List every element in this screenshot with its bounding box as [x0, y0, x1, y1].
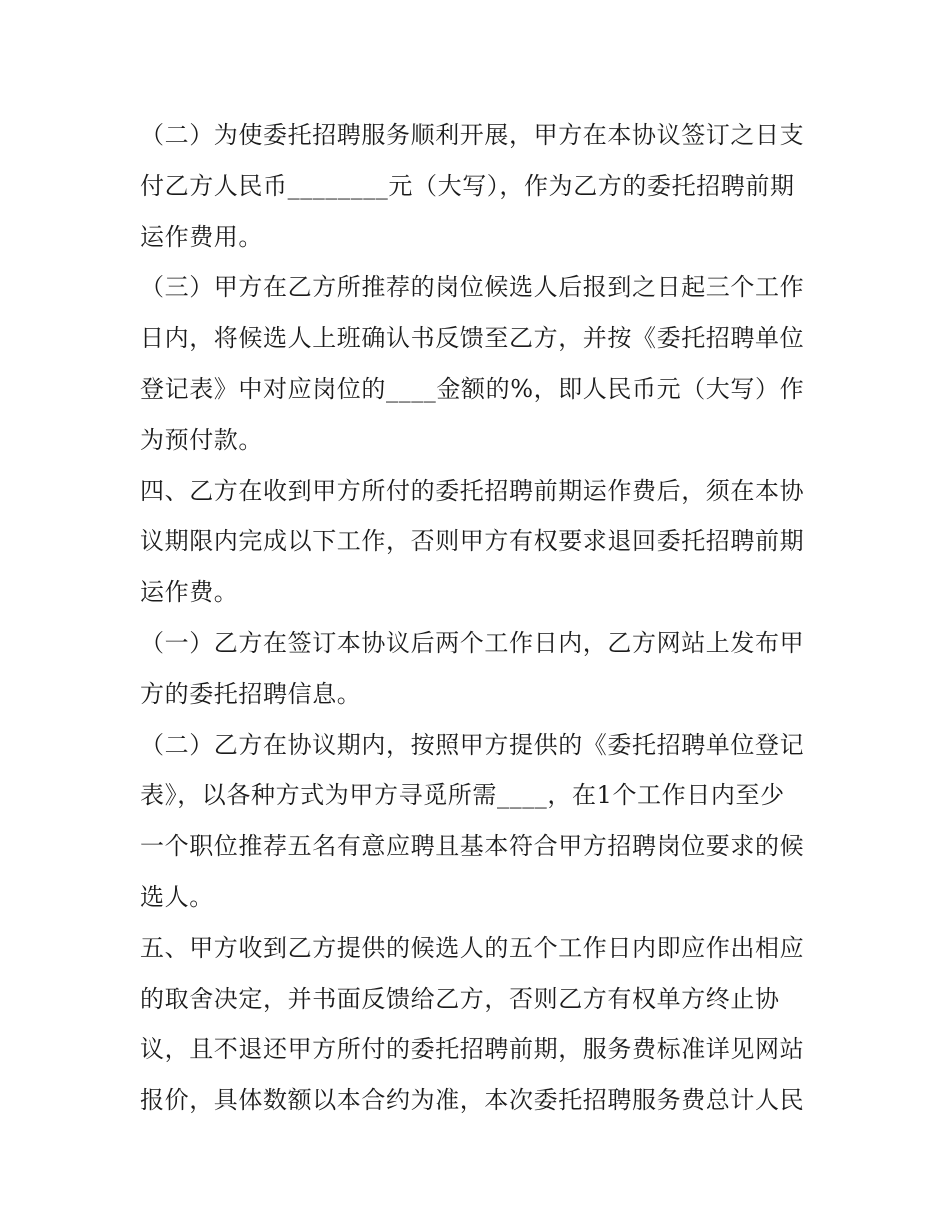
text-line: 的取舍决定，并书面反馈给乙方，否则乙方有权单方终止协	[140, 984, 780, 1013]
text-line: 选人。	[140, 882, 214, 911]
text-line: 表》，以各种方式为甲方寻觅所需____，在1个工作日内至少	[140, 781, 785, 810]
text-line: 方的委托招聘信息。	[140, 679, 362, 708]
text-line: （二）乙方在协议期内，按照甲方提供的《委托招聘单位登记	[140, 730, 805, 759]
text-line: 日内，将候选人上班确认书反馈至乙方，并按《委托招聘单位	[140, 324, 805, 353]
text-line: （三）甲方在乙方所推荐的岗位候选人后报到之日起三个工作	[140, 273, 805, 302]
text-line: 登记表》中对应岗位的____金额的%，即人民币元（大写）作	[140, 374, 805, 403]
text-line: 议，且不退还甲方所付的委托招聘前期，服务费标准详见网站	[140, 1035, 805, 1064]
document-body	[140, 110, 820, 1126]
text-line: 五、甲方收到乙方提供的候选人的五个工作日内即应作出相应	[140, 933, 805, 962]
text-line: 议期限内完成以下工作，否则甲方有权要求退回委托招聘前期	[140, 527, 805, 556]
text-line: 付乙方人民币________元（大写），作为乙方的委托招聘前期	[140, 171, 795, 200]
text-line: 运作费。	[140, 578, 239, 607]
text-line: 运作费用。	[140, 222, 263, 251]
text-line: （一）乙方在签订本协议后两个工作日内，乙方网站上发布甲	[140, 628, 805, 657]
text-line: 四、乙方在收到甲方所付的委托招聘前期运作费后，须在本协	[140, 476, 805, 505]
text-line: 报价，具体数额以本合约为准，本次委托招聘服务费总计人民	[140, 1086, 805, 1115]
text-line: 为预付款。	[140, 425, 263, 454]
text-line: （二）为使委托招聘服务顺利开展，甲方在本协议签订之日支	[140, 121, 805, 149]
text-line: 一个职位推荐五名有意应聘且基本符合甲方招聘岗位要求的候	[140, 832, 805, 861]
